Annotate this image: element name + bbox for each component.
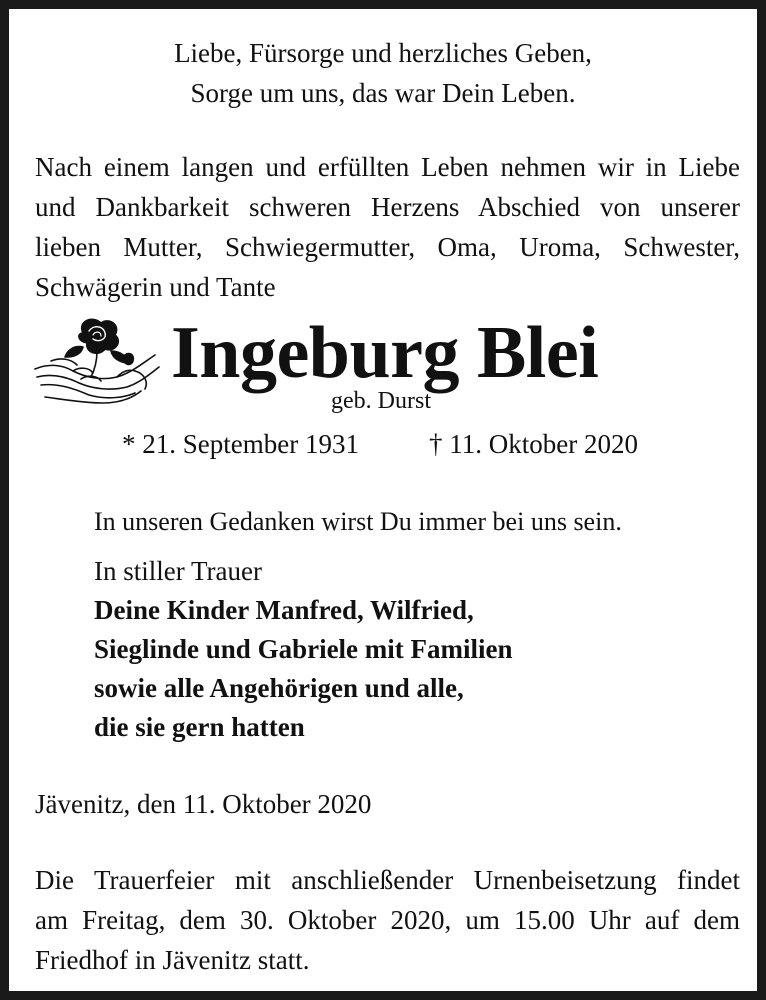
place-and-date: Jävenitz, den 11. Oktober 2020	[35, 789, 372, 819]
funeral-line: Friedhof in Jävenitz statt.	[35, 945, 310, 975]
intro-line: Nach einem langen und erfüllten Leben nehmen wir in Liebe	[35, 152, 740, 182]
deceased-name: Ingeburg Blei	[171, 312, 599, 394]
funeral-line: Die Trauerfeier mit anschließender Urnenbeisetzung findet	[35, 865, 740, 895]
death-date: † 11. Oktober 2020	[429, 429, 638, 459]
poem-line: Liebe, Fürsorge und herzliches Geben,	[174, 38, 592, 68]
mourners-line: Sieglinde und Gabriele mit Familien	[94, 634, 513, 664]
memorial-quote: In unseren Gedanken wirst Du immer bei uns sein.	[94, 507, 622, 536]
intro-text	[35, 147, 740, 307]
mourners-line: die sie gern hatten	[94, 712, 305, 742]
intro-line: Schwägerin und Tante	[35, 272, 276, 302]
mourners-line: sowie alle Angehörigen und alle,	[94, 673, 464, 703]
mourners-heading: In stiller Trauer	[94, 556, 262, 586]
funeral-line: am Freitag, dem 30. Oktober 2020, um 15.00 Uhr auf dem	[35, 905, 740, 935]
poem	[9, 33, 757, 113]
funeral-info	[35, 860, 740, 980]
intro-line: und Dankbarkeit schweren Herzens Abschied von unserer	[35, 192, 740, 222]
rose-in-hands-icon	[31, 311, 163, 415]
mourners-line: Deine Kinder Manfred, Wilfried,	[94, 595, 474, 625]
intro-line: lieben Mutter, Schwiegermutter, Oma, Uroma, Schwester,	[35, 232, 740, 262]
maiden-name: geb. Durst	[331, 388, 431, 414]
poem-line: Sorge um uns, das war Dein Leben.	[190, 78, 576, 108]
birth-date: * 21. September 1931	[122, 429, 359, 459]
mourners-block	[94, 552, 513, 747]
